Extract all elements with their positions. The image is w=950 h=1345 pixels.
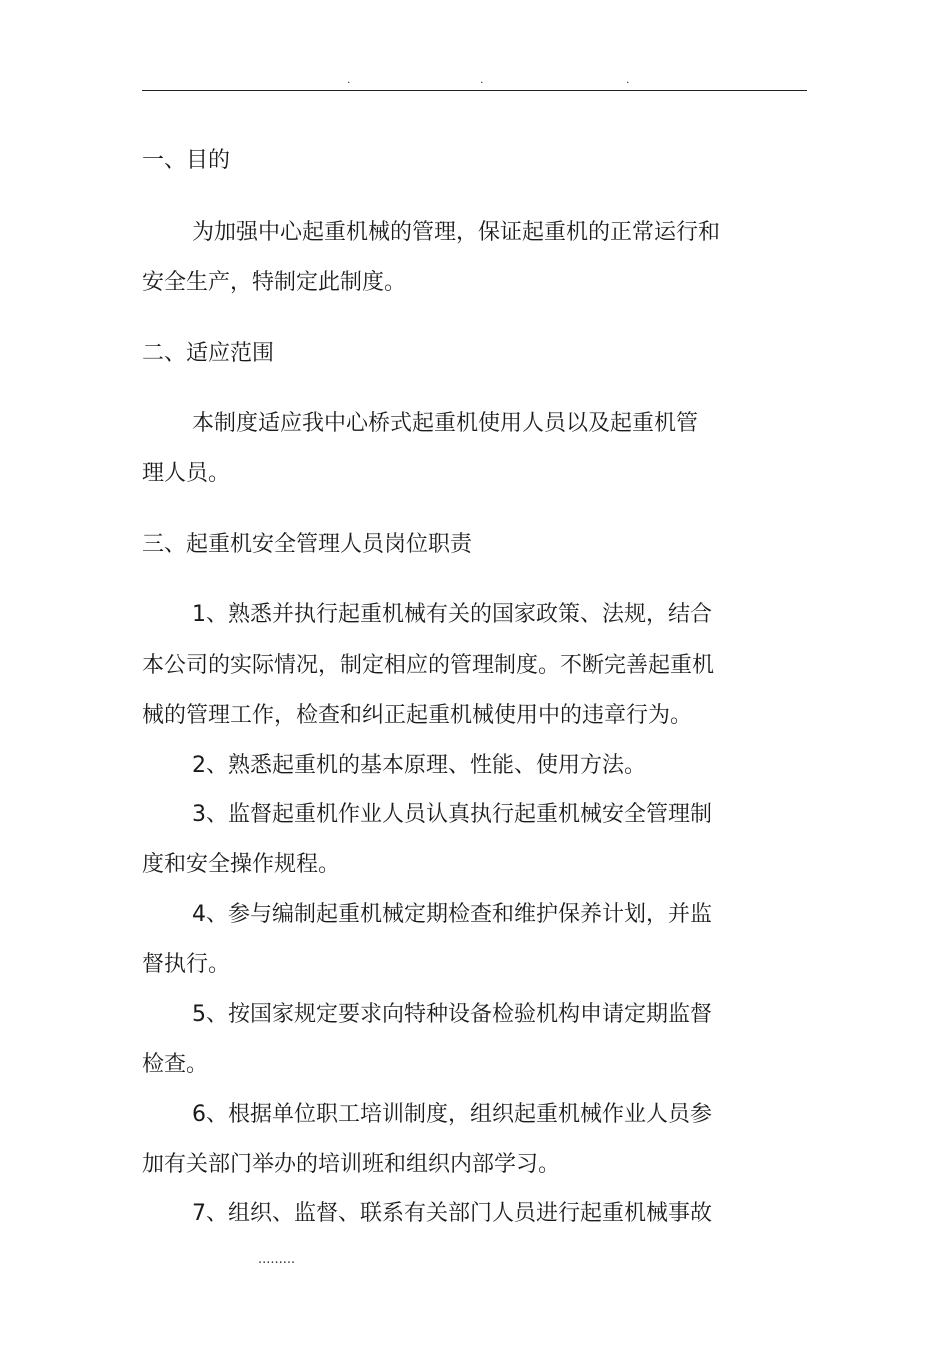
list-item-line: 加有关部门举办的培训班和组织内部学习。 — [142, 1152, 561, 1177]
section-heading-scope: 二、适应范围 — [142, 341, 275, 366]
section-heading-purpose: 一、目的 — [142, 148, 231, 173]
header-rule — [142, 90, 807, 91]
section-heading-duties: 三、起重机安全管理人员岗位职责 — [142, 532, 473, 557]
list-item-line: 械的管理工作，检查和纠正起重机械使用中的违章行为。 — [142, 703, 693, 728]
header-dot: . — [347, 73, 351, 86]
list-item-line: 度和安全操作规程。 — [142, 852, 341, 877]
list-item-line: 6、根据单位职工培训制度，组织起重机械作业人员参 — [192, 1102, 712, 1127]
list-item-line: 5、按国家规定要求向特种设备检验机构申请定期监督 — [192, 1002, 712, 1027]
footer-dots: ......... — [258, 1252, 296, 1267]
list-item-line: 2、熟悉起重机的基本原理、性能、使用方法。 — [192, 753, 646, 778]
paragraph-line: 安全生产，特制定此制度。 — [142, 270, 407, 295]
paragraph-line: 为加强中心起重机械的管理，保证起重机的正常运行和 — [192, 220, 721, 245]
paragraph-line: 理人员。 — [142, 461, 231, 486]
list-item-line: 督执行。 — [142, 952, 231, 977]
list-item-line: 3、监督起重机作业人员认真执行起重机械安全管理制 — [192, 802, 712, 827]
header-dot: . — [626, 73, 630, 86]
list-item-line: 检查。 — [142, 1052, 209, 1077]
list-item-line: 7、组织、监督、联系有关部门人员进行起重机械事故 — [192, 1201, 712, 1226]
list-item-line: 1、熟悉并执行起重机械有关的国家政策、法规，结合 — [192, 602, 712, 627]
header-dot: . — [480, 73, 484, 86]
paragraph-line: 本制度适应我中心桥式起重机使用人员以及起重机管 — [192, 411, 699, 436]
list-item-line: 本公司的实际情况，制定相应的管理制度。不断完善起重机 — [142, 653, 715, 678]
list-item-line: 4、参与编制起重机械定期检查和维护保养计划，并监 — [192, 902, 712, 927]
